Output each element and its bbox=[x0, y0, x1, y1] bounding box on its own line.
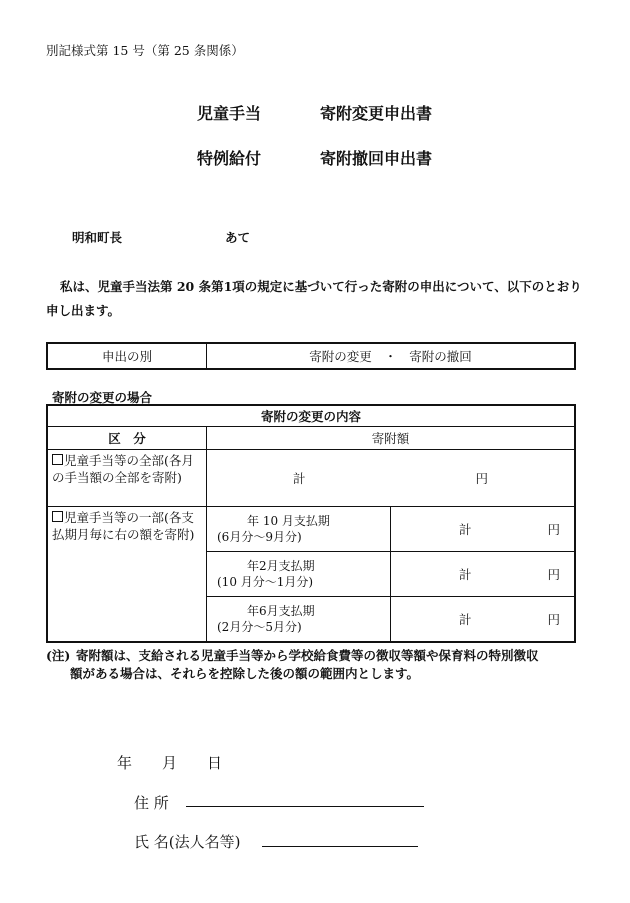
period-february-line2: (10 月分～1月分) bbox=[217, 575, 314, 589]
period-february bbox=[207, 552, 391, 597]
row-part-label: 児童手当等の一部(各支払期月毎に右の額を寄附) bbox=[52, 510, 195, 542]
title-child-allowance: 児童手当 bbox=[197, 104, 262, 123]
address-label: 住 所 bbox=[134, 794, 169, 812]
request-kind-label: 申出の別 bbox=[47, 343, 207, 369]
date-field[interactable]: 年 月 日 bbox=[117, 754, 223, 772]
name-label: 氏 名(法人名等) bbox=[134, 833, 241, 851]
request-kind-options[interactable]: 寄附の変更 ・ 寄附の撤回 bbox=[207, 343, 576, 369]
period-october-kei: 計 bbox=[459, 522, 472, 537]
row-all-category[interactable] bbox=[47, 450, 207, 507]
period-june bbox=[207, 597, 391, 643]
title-donation-withdrawal: 寄附撤回申出書 bbox=[320, 149, 433, 168]
period-june-kei: 計 bbox=[459, 612, 472, 627]
change-content-table bbox=[46, 404, 576, 643]
row-part-category[interactable] bbox=[47, 507, 207, 643]
note-line2: 額がある場合は、それらを控除した後の額の範囲内とします。 bbox=[70, 666, 420, 681]
change-content-header: 寄附の変更の内容 bbox=[47, 405, 575, 427]
period-june-line2: (2月分～5月分) bbox=[217, 620, 302, 634]
period-october-amount[interactable] bbox=[391, 507, 576, 552]
period-february-amount[interactable] bbox=[391, 552, 576, 597]
period-february-yen: 円 bbox=[547, 567, 560, 582]
checkbox-part[interactable] bbox=[52, 511, 63, 522]
period-february-line1: 年2月支払期 bbox=[247, 559, 315, 573]
title-donation-change: 寄附変更申出書 bbox=[320, 104, 433, 123]
period-june-yen: 円 bbox=[547, 612, 560, 627]
period-october-line2: (6月分～9月分) bbox=[217, 530, 302, 544]
period-october-yen: 円 bbox=[547, 522, 560, 537]
period-october bbox=[207, 507, 391, 552]
addressee-name: 明和町長 bbox=[72, 230, 123, 245]
period-october-line1: 年 10 月支払期 bbox=[247, 514, 330, 528]
title-special-benefit: 特例給付 bbox=[197, 149, 262, 168]
note-line1: 寄附額は、支給される児童手当等から学校給食費等の徴収等額や保育料の特別徴収 bbox=[76, 648, 539, 663]
period-february-kei: 計 bbox=[459, 567, 472, 582]
declaration-text: 私は、児童手当法第 20 条第1項の規定に基づいて行った寄附の申出について、以下のとおり申し出ます。 bbox=[46, 279, 582, 318]
row-all-kei: 計 bbox=[293, 471, 306, 486]
period-june-line1: 年6月支払期 bbox=[247, 604, 315, 618]
addressee-suffix: あて bbox=[225, 230, 251, 245]
period-june-amount[interactable] bbox=[391, 597, 576, 643]
name-input-line[interactable] bbox=[262, 846, 418, 847]
change-case-label: 寄附の変更の場合 bbox=[52, 390, 153, 405]
row-all-yen: 円 bbox=[475, 471, 488, 486]
address-input-line[interactable] bbox=[186, 806, 424, 807]
row-all-amount[interactable] bbox=[207, 450, 576, 507]
checkbox-all[interactable] bbox=[52, 454, 63, 465]
form-reference: 別記様式第 15 号（第 25 条関係） bbox=[46, 43, 244, 58]
note-prefix: (注) bbox=[46, 648, 71, 663]
request-kind-table bbox=[46, 342, 576, 370]
col-category-header: 区 分 bbox=[47, 427, 207, 450]
row-all-label: 児童手当等の全部(各月の手当額の全部を寄附) bbox=[52, 453, 194, 485]
col-amount-header: 寄附額 bbox=[207, 427, 576, 450]
